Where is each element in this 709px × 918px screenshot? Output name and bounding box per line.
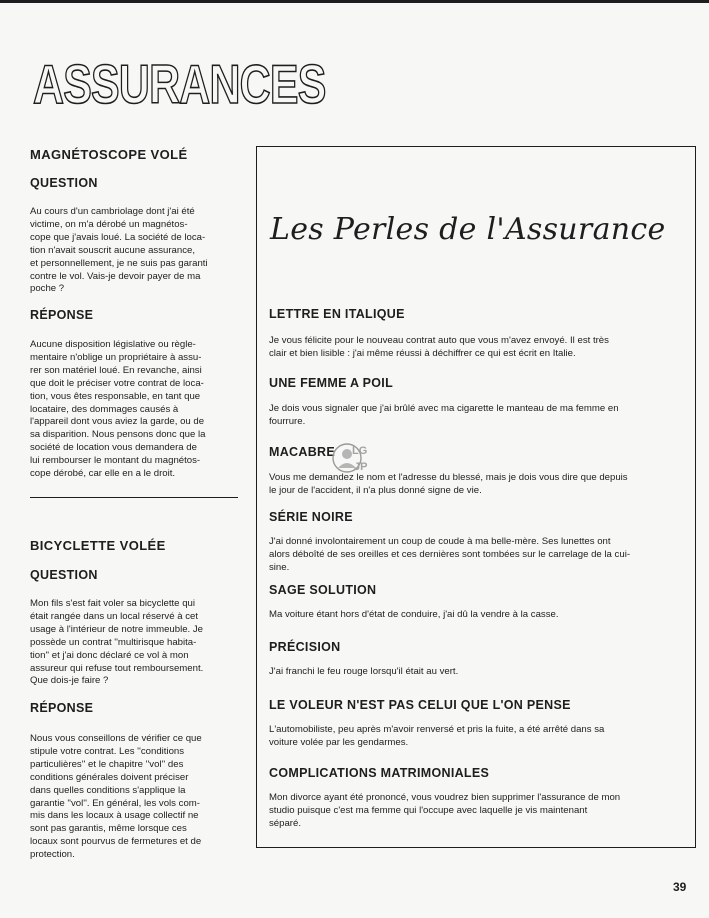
page-number: 39 — [673, 880, 687, 894]
pearl-heading: MACABRE — [269, 445, 335, 459]
text-line: locataire, des dommages causés à — [30, 403, 179, 415]
text-line: séparé. — [269, 817, 301, 829]
text-line: conditions générales doivent préciser — [30, 771, 189, 783]
text-line: usage à l'intérieur de notre immeuble. Je — [30, 623, 204, 635]
text-line: Mon divorce ayant été prononcé, vous voudrez bien supprimer l'assurance de mon — [269, 792, 621, 803]
text-line: locaux sont pourvus de fermetures et de — [30, 836, 202, 848]
text-line: contre le vol. Vais-je devoir payer de ma — [30, 270, 201, 282]
text-line: sa disparition. Nous pensons donc que la — [30, 429, 206, 441]
text-line: assureur qui refuse tout remboursement. — [30, 662, 204, 674]
text-line: Vous me demandez le nom et l'adresse du blessé, mais je dois vous dire que depuis — [269, 472, 628, 483]
text-line: alors déboîté de ses oreilles et ces dernières sont tombées sur le carrelage de la cui- — [269, 548, 631, 560]
pearl-text — [269, 724, 679, 750]
text-line: le jour de l'accident, il n'a plus donné signe de vie. — [269, 484, 482, 496]
pearl-heading: SAGE SOLUTION — [269, 583, 377, 597]
text-line: cope que j'avais loué. La société de loca- — [30, 231, 206, 243]
text-line: société de location vous demandera de — [30, 442, 197, 454]
answer-heading: RÉPONSE — [30, 308, 94, 322]
pearl-heading: LETTRE EN ITALIQUE — [269, 307, 405, 321]
pearl-text — [269, 792, 679, 831]
pearl-heading: UNE FEMME A POIL — [269, 376, 394, 390]
text-line: Je dois vous signaler que j'ai brûlé avec ma cigarette le manteau de ma femme en — [269, 403, 619, 414]
text-line: Que dois-je faire ? — [30, 675, 109, 687]
text-line: tion'' et j'ai donc déclaré ce vol à mon — [30, 649, 189, 661]
text-line: tion, vous êtes responsable, en tant que — [30, 390, 201, 402]
text-line: et personnellement, je ne suis pas garanti — [30, 257, 208, 269]
text-line: dans quelles conditions s'applique la — [30, 784, 186, 796]
text-line: J'ai franchi le feu rouge lorsqu'il était au vert. — [269, 666, 459, 677]
pearl-heading: SÉRIE NOIRE — [269, 510, 353, 524]
answer-block — [30, 701, 238, 715]
pearl-heading: LE VOLEUR N'EST PAS CELUI QUE L'ON PENSE — [269, 698, 571, 712]
question-heading: QUESTION — [30, 568, 98, 582]
text-line: mis dans les locaux à usage collectif ne — [30, 810, 199, 822]
answer-text — [30, 339, 238, 481]
text-line: que doit le préciser votre contrat de loca- — [30, 377, 204, 389]
article-magnetoscope — [30, 147, 238, 162]
text-line: mentaire n'oblige un propriétaire à assu- — [30, 351, 202, 363]
pearl-text — [269, 609, 679, 622]
text-line: studio puisque c'est ma femme qui l'occupe avec laquelle je vis maintenant — [269, 804, 588, 816]
page-title: ASSURANCES — [33, 53, 326, 115]
text-line: stipule votre contrat. Les ''conditions — [30, 745, 185, 757]
top-rule — [0, 0, 709, 3]
text-line: voiture volée par les gendarmes. — [269, 736, 409, 748]
text-line: Ma voiture étant hors d'état de conduire, j'ai dû la vendre à la casse. — [269, 609, 559, 620]
answer-block — [30, 308, 238, 322]
text-line: particulières'' et le chapitre ''vol'' des — [30, 758, 184, 770]
text-line: Au cours d'un cambriolage dont j'ai été — [30, 206, 195, 217]
pearl-heading: COMPLICATIONS MATRIMONIALES — [269, 766, 490, 780]
text-line: sont pas garantis, même lorsque ces — [30, 823, 187, 835]
answer-heading: RÉPONSE — [30, 701, 94, 715]
text-line: Aucune disposition législative ou règle- — [30, 339, 196, 350]
text-line: rer son matériel loué. En revanche, ainsi — [30, 364, 202, 376]
text-line: clair et bien lisible : j'ai même réussi à déchiffrer ce qui est écrit en Italie. — [269, 347, 576, 359]
svg-text:JP: JP — [354, 461, 368, 473]
text-line: l'appareil dont vous aviez la garde, ou de — [30, 416, 205, 428]
pearl-text — [269, 403, 679, 429]
stamp-logo — [330, 440, 372, 476]
text-line: sine. — [269, 561, 290, 573]
text-line: victime, on m'a dérobé un magnétos- — [30, 218, 188, 230]
pearl-text — [269, 666, 679, 679]
text-line: Nous vous conseillons de vérifier ce que — [30, 733, 202, 744]
svg-text:LG: LG — [352, 445, 368, 457]
question-heading: QUESTION — [30, 176, 98, 190]
text-line: possède un contrat ''multirisque habita- — [30, 636, 197, 648]
pearl-text — [269, 335, 679, 361]
text-line: L'automobiliste, peu après m'avoir renversé et pris la fuite, a été arrêté dans sa — [269, 724, 605, 735]
text-line: garantie ''vol''. En général, les vols com- — [30, 797, 200, 809]
article-title: BICYCLETTE VOLÉE — [30, 538, 166, 553]
pearl-heading: PRÉCISION — [269, 640, 341, 654]
text-line: tion n'avait souscrit aucune assurance, — [30, 244, 196, 256]
text-line: fourrure. — [269, 415, 306, 427]
perles-title: Les Perles de l'Assurance — [270, 212, 666, 247]
text-line: cope dérobé, car elle en a le droit. — [30, 468, 176, 480]
text-line: lui rembourser le montant du magnétos- — [30, 455, 201, 467]
text-line: poche ? — [30, 283, 65, 295]
article-bicyclette — [30, 538, 238, 553]
text-line: Je vous félicite pour le nouveau contrat auto que vous m'avez envoyé. Il est très — [269, 335, 609, 346]
section-divider — [30, 497, 238, 498]
question-text — [30, 598, 238, 688]
question-block — [30, 176, 238, 190]
text-line: protection. — [30, 849, 75, 861]
text-line: était rangée dans un local réservé à cet — [30, 610, 198, 622]
article-title: MAGNÉTOSCOPE VOLÉ — [30, 147, 188, 162]
question-text — [30, 206, 238, 296]
question-block — [30, 568, 238, 582]
text-line: Mon fils s'est fait voler sa bicyclette qui — [30, 598, 195, 609]
text-line: J'ai donné involontairement un coup de coude à ma belle-mère. Ses lunettes ont — [269, 536, 611, 547]
pearl-text — [269, 536, 679, 575]
answer-text — [30, 733, 238, 862]
